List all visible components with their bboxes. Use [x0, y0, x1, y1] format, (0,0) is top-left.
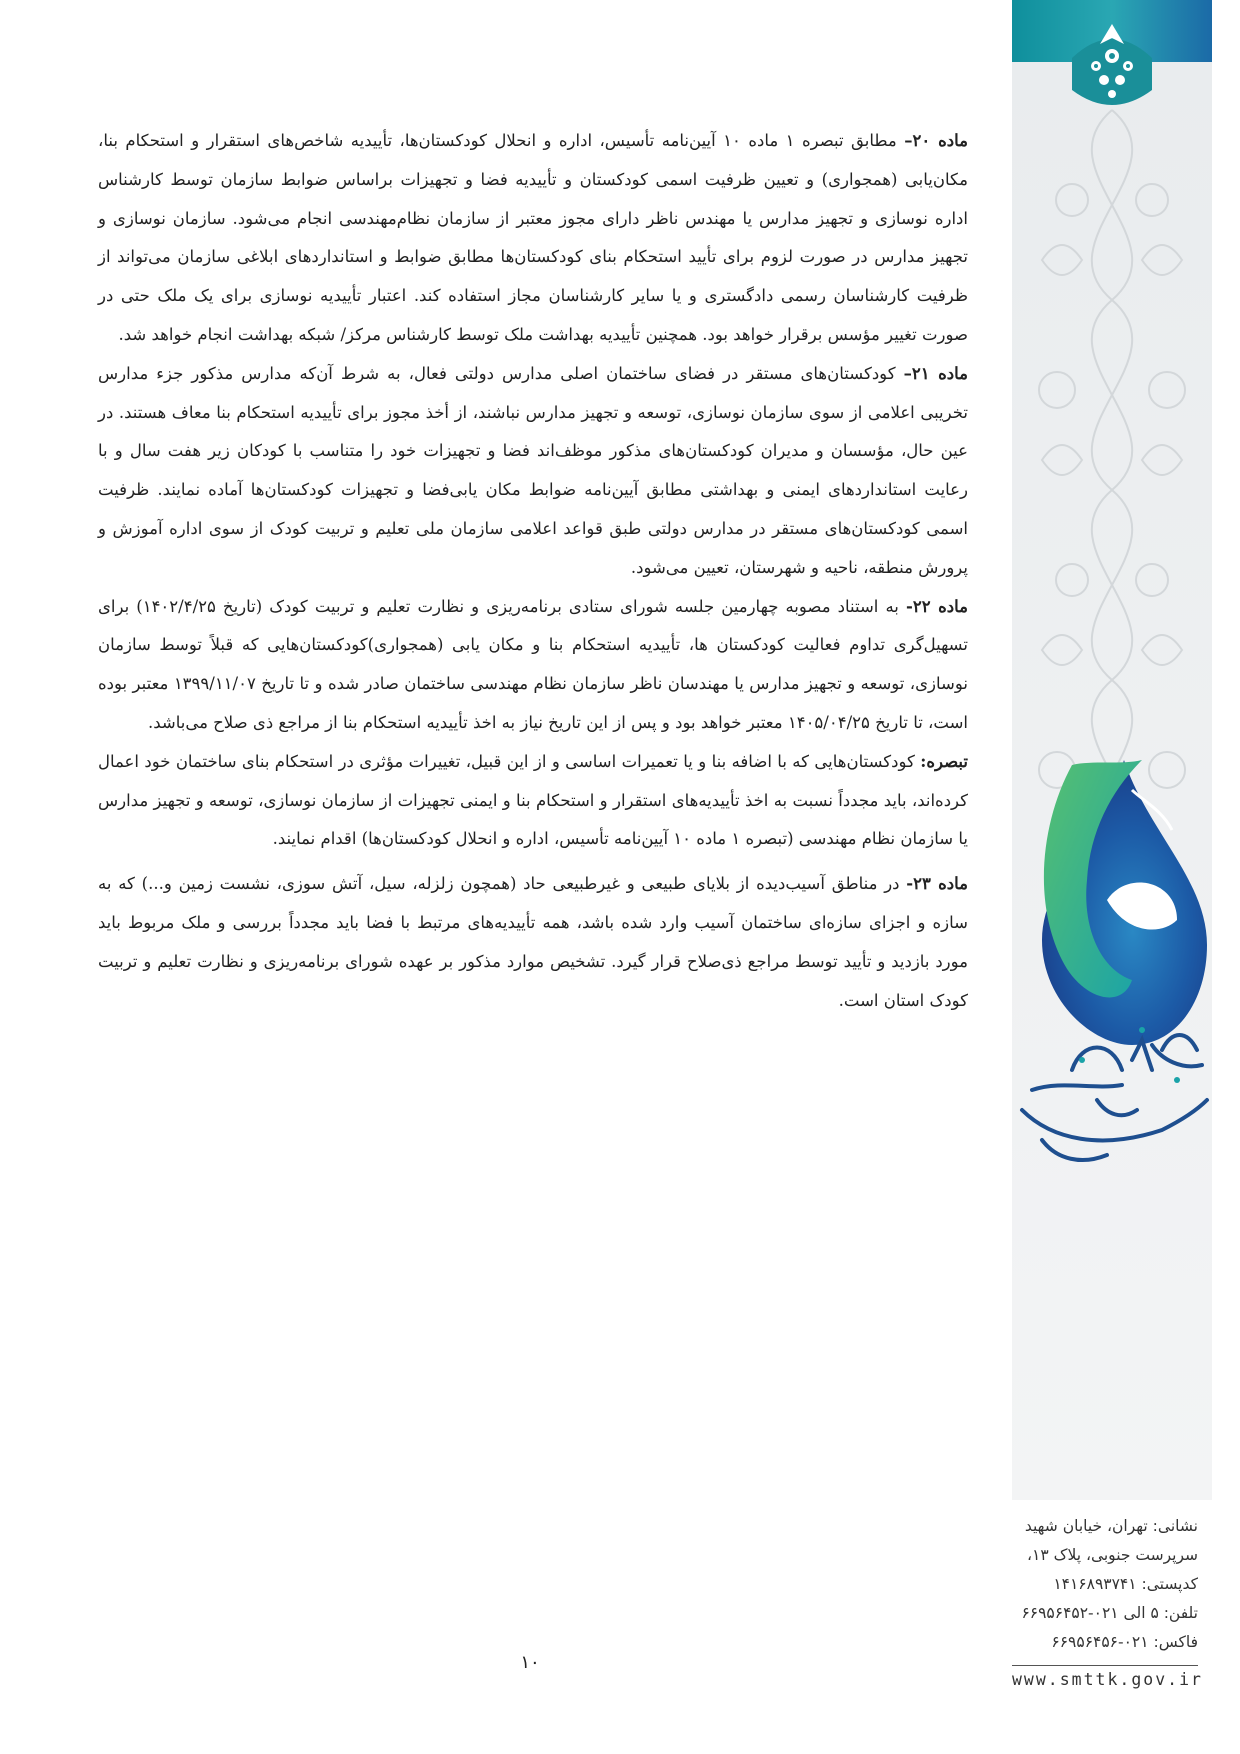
article-heading: ماده ۲۳-: [906, 874, 968, 894]
article-text: در مناطق آسیب‌دیده از بلایای طبیعی و غیرطبیعی حاد (همچون زلزله، سیل، آتش سوزی، نشست زمین و...) که به سازه و اجزای سازه‌ای ساختمان آسیب وارد شده باشد، همه تأییدیه‌های مرتبط با فضا باید مجدداً بررسی و ملک مربوط باید مورد بازدید و تأیید توسط مراجع ذی‌صلاح قرار گیرد. تشخیص موارد مذکور بر عهده شورای برنامه‌ریزی و نظارت تعلیم و تربیت کودک استان است.: [98, 874, 968, 1010]
article-20: [98, 122, 968, 355]
note-heading: تبصره:: [920, 751, 968, 771]
document-body: [98, 122, 968, 1020]
postal-code: کدپستی: ۱۴۱۶۸۹۳۷۴۱: [1053, 1575, 1198, 1593]
address-line-2: سرپرست جنوبی، پلاک ۱۳،: [1026, 1546, 1198, 1564]
article-text: مطابق تبصره ۱ ماده ۱۰ آیین‌نامه تأسیس، اداره و انحلال کودکستان‌ها، تأییدیه شاخص‌های استقرار و استحکام بنا، مکان‌یابی (همجواری) و تعیین ظرفیت اسمی کودکستان و تأییدیه فضا و تجهیزات براساس ضوابط سازمان توسط کارشناس اداره نوسازی و تجهیز مدارس یا مهندس ناظر دارای مجوز معتبر از سازمان نظام‌مهندسی انجام می‌شود. سازمان نوسازی و تجهیز مدارس در صورت لزوم برای تأیید استحکام بنای کودکستان‌ها مطابق ضوابط و استانداردهای ابلاغی سازمان می‌تواند از ظرفیت کارشناسان رسمی دادگستری و یا سایر کارشناسان مجاز استفاده کند. اعتبار تأییدیه نوسازی برای یک ملک حتی در صورت تغییر مؤسس برقرار خواهد بود. همچنین تأییدیه بهداشت ملک توسط کارشناس مرکز/ شبکه بهداشت انجام خواهد شد.: [98, 131, 968, 344]
article-text: به استناد مصوبه چهارمین جلسه شورای ستادی برنامه‌ریزی و نظارت تعلیم و تربیت کودک (تاریخ ۱۴۰۲/۴/۲۵) برای تسهیل‌گری تداوم فعالیت کودکستان ها، تأییدیه استحکام بنا و مکان یابی (همجواری)کودکستان‌هایی که قبلاً توسط سازمان نوسازی، توسعه و تجهیز مدارس یا مهندسان ناظر سازمان نظام مهندسی ساختمان صادر شده و تا تاریخ ۱۳۹۹/۱۱/۰۷ معتبر بوده است، تا تاریخ ۱۴۰۵/۰۴/۲۵ معتبر خواهد بود و پس از این تاریخ نیاز به اخذ تأییدیه استحکام بنا از مراجع ذی صلاح می‌باشد.: [98, 596, 968, 732]
decorative-sidebar: [1012, 0, 1212, 1754]
note-text: کودکستان‌هایی که با اضافه بنا و یا تعمیرات اساسی و از این قبیل، تغییرات مؤثری در استحکام بنای ساختمان خود اعمال کرده‌اند، باید مجدداً نسبت به اخذ تأییدیه‌های استقرار و استحکام بنا و ایمنی تجهیزات از سازمان نوسازی، توسعه و تجهیز مدارس یا سازمان نظام مهندسی (تبصره ۱ ماده ۱۰ آیین‌نامه تأسیس، اداره و انحلال کودکستان‌ها) اقدام نمایند.: [98, 751, 968, 849]
article-22: [98, 588, 968, 743]
address-block: [1012, 1512, 1203, 1689]
fax-number: فاکس: ۰۲۱-۶۶۹۵۶۴۵۶: [1051, 1633, 1198, 1651]
article-23: [98, 865, 968, 1020]
website-link[interactable]: www.smttk.gov.ir: [1012, 1665, 1198, 1689]
article-heading: ماده ۲۱–: [903, 363, 969, 383]
phone-number: تلفن: ۵ الی ۰۲۱-۶۶۹۵۶۴۵۲: [1021, 1604, 1198, 1622]
article-heading: ماده ۲۰–: [904, 131, 968, 150]
note: [98, 743, 968, 859]
article-21: [98, 355, 968, 588]
calligraphy-logo-icon: [1012, 0, 1212, 1180]
article-text: کودکستان‌های مستقر در فضای ساختمان اصلی مدارس دولتی فعال، به شرط آن‌که مدارس مذکور جزء مدارس تخریبی اعلامی از سوی سازمان نوسازی، توسعه و تجهیز مدارس نباشند، از أخذ مجوز برای تأییدیه استحکام بنا معاف هستند. در عین حال، مؤسسان و مدیران کودکستان‌های مذکور موظف‌اند فضا و تجهیزات خود را متناسب با کودکان زیر هفت سال و با رعایت استانداردهای ایمنی و بهداشتی مطابق آیین‌نامه ضوابط مکان یابی‌فضا و تجهیزات کودکستان‌ها آماده نمایند. ظرفیت اسمی کودکستان‌های مستقر در مدارس دولتی طبق قواعد اعلامی سازمان ملی تعلیم و تربیت کودک از سوی اداره آموزش و پرورش منطقه، ناحیه و شهرستان، تعیین می‌شود.: [98, 363, 968, 577]
address-line-1: نشانی: تهران، خیابان شهید: [1024, 1517, 1198, 1535]
page-number: ۱۰: [520, 1652, 540, 1673]
article-heading: ماده ۲۲-: [905, 596, 968, 616]
